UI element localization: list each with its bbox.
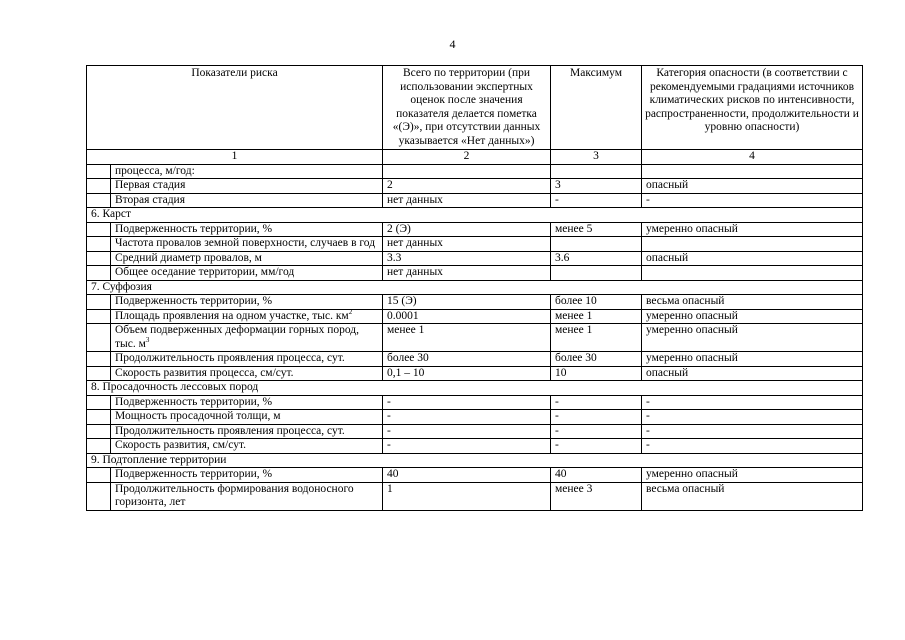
hazard-category: весьма опасный <box>642 295 863 310</box>
max-value: менее 1 <box>551 309 642 324</box>
territory-value: 1 <box>383 482 551 510</box>
max-value: - <box>551 193 642 208</box>
header-maximum: Максимум <box>551 66 642 150</box>
max-value: 40 <box>551 468 642 483</box>
territory-value: 3.3 <box>383 251 551 266</box>
indicator-name: Частота провалов земной поверхности, случаев в год <box>111 237 383 252</box>
section-row <box>87 208 863 223</box>
max-value: - <box>551 395 642 410</box>
column-index: 2 <box>383 150 551 165</box>
section-row <box>87 381 863 396</box>
hazard-category <box>642 266 863 281</box>
territory-value: - <box>383 439 551 454</box>
section-row <box>87 280 863 295</box>
unit-superscript: 2 <box>348 307 353 316</box>
hazard-category: - <box>642 424 863 439</box>
table-row <box>87 482 863 510</box>
header-risk-indicators: Показатели риска <box>87 66 383 150</box>
territory-value: нет данных <box>383 266 551 281</box>
table-row <box>87 237 863 252</box>
hazard-category: умеренно опасный <box>642 222 863 237</box>
indicator-name: Подверженность территории, % <box>111 395 383 410</box>
territory-value: 2 <box>383 179 551 194</box>
table-row <box>87 295 863 310</box>
hazard-category: - <box>642 439 863 454</box>
max-value: - <box>551 424 642 439</box>
table-row <box>87 222 863 237</box>
hazard-category: умеренно опасный <box>642 468 863 483</box>
hazard-category: весьма опасный <box>642 482 863 510</box>
territory-value: менее 1 <box>383 324 551 352</box>
max-value: более 30 <box>551 352 642 367</box>
territory-value: - <box>383 424 551 439</box>
indicator-name: Скорость развития процесса, см/сут. <box>111 366 383 381</box>
table-row <box>87 266 863 281</box>
max-value: менее 1 <box>551 324 642 352</box>
indicator-name: Продолжительность проявления процесса, сут. <box>111 352 383 367</box>
indicator-name: Скорость развития, см/сут. <box>111 439 383 454</box>
hazard-category: умеренно опасный <box>642 324 863 352</box>
hazard-category <box>642 164 863 179</box>
header-hazard-category: Категория опасности (в соответствии с рекомендуемыми градациями источников климатических рисков по интенсивности, распространенности, продолжительности и уровню опасности) <box>642 66 863 150</box>
hazard-category: умеренно опасный <box>642 309 863 324</box>
table-row <box>87 324 863 352</box>
territory-value: более 30 <box>383 352 551 367</box>
max-value <box>551 237 642 252</box>
column-index: 3 <box>551 150 642 165</box>
max-value: 3 <box>551 179 642 194</box>
territory-value: 0,1 – 10 <box>383 366 551 381</box>
max-value <box>551 266 642 281</box>
hazard-category: - <box>642 410 863 425</box>
territory-value: 0.0001 <box>383 309 551 324</box>
table-row <box>87 439 863 454</box>
table-row <box>87 395 863 410</box>
table-row <box>87 251 863 266</box>
column-index: 4 <box>642 150 863 165</box>
header-territory-total: Всего по территории (при использовании экспертных оценок после значения показателя делается пометка «(Э)», при отсутствии данных указывается «Нет данных») <box>383 66 551 150</box>
indicator-name: Продолжительность проявления процесса, сут. <box>111 424 383 439</box>
unit-superscript: 3 <box>145 335 150 344</box>
section-flooding: 9. Подтопление территории <box>87 453 863 468</box>
territory-value: - <box>383 410 551 425</box>
territory-value: 40 <box>383 468 551 483</box>
indicator-name: процесса, м/год: <box>111 164 383 179</box>
section-suffosion: 7. Суффозия <box>87 280 863 295</box>
territory-value: нет данных <box>383 237 551 252</box>
indicator-name: Площадь проявления на одном участке, тыс. км <box>115 309 349 322</box>
hazard-category: - <box>642 395 863 410</box>
indicator-name: Подверженность территории, % <box>111 468 383 483</box>
column-index: 1 <box>87 150 383 165</box>
table-row <box>87 352 863 367</box>
table-row <box>87 179 863 194</box>
max-value: 3.6 <box>551 251 642 266</box>
hazard-category: - <box>642 193 863 208</box>
max-value: более 10 <box>551 295 642 310</box>
section-karst: 6. Карст <box>87 208 863 223</box>
hazard-category: умеренно опасный <box>642 352 863 367</box>
hazard-category <box>642 237 863 252</box>
header-row <box>87 66 863 150</box>
table-row <box>87 164 863 179</box>
table-row <box>87 366 863 381</box>
indicator-name: Вторая стадия <box>111 193 383 208</box>
territory-value: нет данных <box>383 193 551 208</box>
indicator-name: Мощность просадочной толщи, м <box>111 410 383 425</box>
max-value <box>551 164 642 179</box>
max-value: - <box>551 410 642 425</box>
page-number: 4 <box>449 37 456 51</box>
territory-value: - <box>383 395 551 410</box>
section-row <box>87 453 863 468</box>
max-value: 10 <box>551 366 642 381</box>
indicator-name: Подверженность территории, % <box>111 222 383 237</box>
table-row <box>87 410 863 425</box>
indicator-name: Объем подверженных деформации горных пород, тыс. м <box>115 324 360 350</box>
territory-value <box>383 164 551 179</box>
section-loess-subsidence: 8. Просадочность лессовых пород <box>87 381 863 396</box>
indicator-name: Подверженность территории, % <box>111 295 383 310</box>
territory-value: 15 (Э) <box>383 295 551 310</box>
table-row <box>87 468 863 483</box>
territory-value: 2 (Э) <box>383 222 551 237</box>
hazard-category: опасный <box>642 251 863 266</box>
risk-indicators-table <box>86 65 863 511</box>
table-row <box>87 424 863 439</box>
max-value: менее 5 <box>551 222 642 237</box>
indicator-name-cell <box>111 309 383 324</box>
indicator-name: Общее оседание территории, мм/год <box>111 266 383 281</box>
indicator-name: Продолжительность формирования водоносного горизонта, лет <box>111 482 383 510</box>
hazard-category: опасный <box>642 366 863 381</box>
column-index-row <box>87 150 863 165</box>
max-value: - <box>551 439 642 454</box>
indicator-name: Средний диаметр провалов, м <box>111 251 383 266</box>
indicator-name-cell <box>111 324 383 352</box>
max-value: менее 3 <box>551 482 642 510</box>
indicator-name: Первая стадия <box>111 179 383 194</box>
table-row <box>87 193 863 208</box>
table-row <box>87 309 863 324</box>
hazard-category: опасный <box>642 179 863 194</box>
